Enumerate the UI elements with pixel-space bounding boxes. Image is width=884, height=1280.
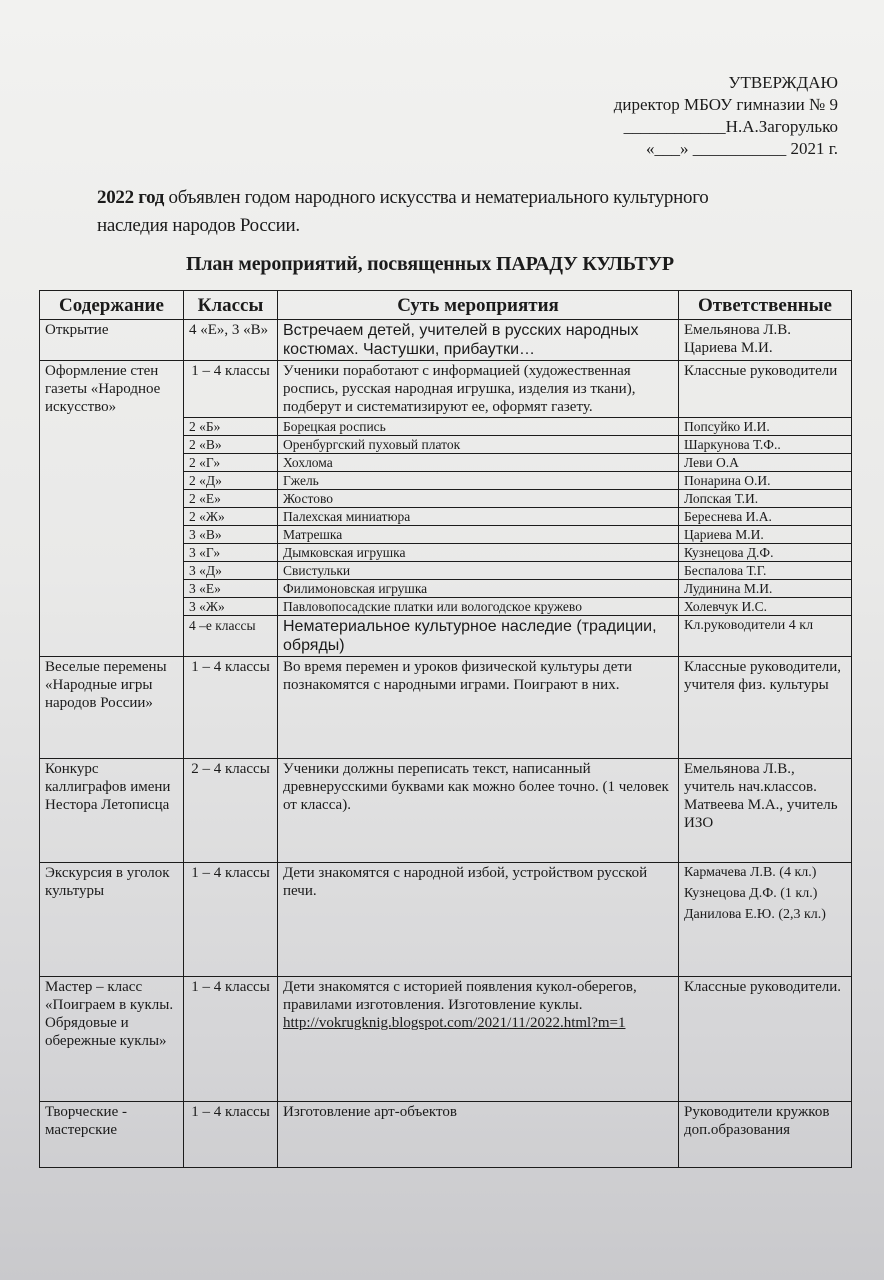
- approval-block: [614, 72, 838, 160]
- cell-content: Творческие - мастерские: [40, 1102, 184, 1168]
- cell-responsible: Емельянова Л.В., учитель нач.классов. Матвеева М.А., учитель ИЗО: [679, 759, 852, 863]
- header-essence: Суть мероприятия: [278, 291, 679, 320]
- cell-classes: 1 – 4 классы: [184, 1102, 278, 1168]
- cell-essence: Жостово: [278, 490, 679, 508]
- table-row-masterclass: [40, 977, 852, 1102]
- cell-classes: 1 – 4 классы: [184, 361, 278, 418]
- cell-classes: 3 «Ж»: [184, 598, 278, 616]
- cell-responsible: Понарина О.И.: [679, 472, 852, 490]
- approval-title: УТВЕРЖДАЮ: [728, 73, 838, 92]
- cell-responsible: Классные руководители.: [679, 977, 852, 1102]
- cell-classes: 4 –е классы: [184, 616, 278, 657]
- cell-classes: 2 «Д»: [184, 472, 278, 490]
- cell-essence: Оренбургский пуховый платок: [278, 436, 679, 454]
- cell-essence: [278, 977, 679, 1102]
- cell-classes: 3 «Д»: [184, 562, 278, 580]
- cell-responsible: Кл.руководители 4 кл: [679, 616, 852, 657]
- table-row-breaks: [40, 657, 852, 759]
- cell-classes: 3 «В»: [184, 526, 278, 544]
- responsible-line: Кузнецова Д.Ф. (1 кл.): [684, 886, 818, 901]
- table-row-newspaper: [40, 361, 852, 418]
- header-responsible: Ответственные: [679, 291, 852, 320]
- cell-responsible: Лудинина М.И.: [679, 580, 852, 598]
- cell-classes: 1 – 4 классы: [184, 977, 278, 1102]
- cell-content: Оформление стен газеты «Народное искусство»: [40, 361, 184, 657]
- cell-classes: 2 «В»: [184, 436, 278, 454]
- cell-essence: Матрешка: [278, 526, 679, 544]
- cell-responsible: Лопская Т.И.: [679, 490, 852, 508]
- intro-text: объявлен годом народного искусства и нематериального культурного наследия народов России.: [97, 187, 709, 236]
- cell-content: Мастер – класс «Поиграем в куклы. Обрядовые и обережные куклы»: [40, 977, 184, 1102]
- cell-classes: 3 «Г»: [184, 544, 278, 562]
- cell-responsible: Руководители кружков доп.образования: [679, 1102, 852, 1168]
- cell-responsible: Классные руководители: [679, 361, 852, 418]
- cell-responsible: Холевчук И.С.: [679, 598, 852, 616]
- cell-responsible: Беспалова Т.Г.: [679, 562, 852, 580]
- header-content: Содержание: [40, 291, 184, 320]
- responsible-line: Кармачева Л.В. (4 кл.): [684, 865, 817, 880]
- cell-essence: Борецкая роспись: [278, 418, 679, 436]
- cell-essence: Во время перемен и уроков физической культуры дети познакомятся с народными играми. Поиграют в них.: [278, 657, 679, 759]
- cell-responsible: Леви О.А: [679, 454, 852, 472]
- cell-responsible: Цариева М.И.: [679, 526, 852, 544]
- approval-signature: ____________Н.А.Загорулько: [623, 117, 838, 136]
- table-row-calligraphy: [40, 759, 852, 863]
- intro-paragraph: [97, 184, 777, 240]
- cell-essence: Хохлома: [278, 454, 679, 472]
- approval-date: «___» ___________ 2021 г.: [645, 139, 838, 158]
- intro-year: 2022 год: [97, 187, 165, 208]
- cell-responsible: Попсуйко И.И.: [679, 418, 852, 436]
- cell-essence: Свистульки: [278, 562, 679, 580]
- cell-content: Конкурс каллиграфов имени Нестора Летописца: [40, 759, 184, 863]
- responsible-line: Данилова Е.Ю. (2,3 кл.): [684, 907, 826, 922]
- table-row-workshops: [40, 1102, 852, 1168]
- cell-essence: Дымковская игрушка: [278, 544, 679, 562]
- cell-essence: Ученики должны переписать текст, написанный древнерусскими буквами как можно более точно. (1 человек от класса).: [278, 759, 679, 863]
- cell-classes: 4 «Е», 3 «В»: [184, 320, 278, 361]
- cell-classes: 2 – 4 классы: [184, 759, 278, 863]
- cell-essence: Дети знакомятся с народной избой, устройством русской печи.: [278, 863, 679, 977]
- cell-essence: Филимоновская игрушка: [278, 580, 679, 598]
- table-header-row: [40, 291, 852, 320]
- cell-content: Открытие: [40, 320, 184, 361]
- cell-responsible: Шаркунова Т.Ф..: [679, 436, 852, 454]
- cell-classes: 1 – 4 классы: [184, 657, 278, 759]
- cell-content: Веселые перемены «Народные игры народов России»: [40, 657, 184, 759]
- cell-classes: 3 «Е»: [184, 580, 278, 598]
- cell-essence: Изготовление арт-объектов: [278, 1102, 679, 1168]
- approval-position: директор МБОУ гимназии № 9: [613, 95, 838, 114]
- events-table: [39, 290, 852, 1168]
- cell-essence: Нематериальное культурное наследие (традиции, обряды): [278, 616, 679, 657]
- cell-classes: 2 «Ж»: [184, 508, 278, 526]
- cell-essence: Ученики поработают с информацией (художественная роспись, русская народная игрушка, изделия из ткани), подберут и систематизируют ее, оформят газету.: [278, 361, 679, 418]
- header-classes: Классы: [184, 291, 278, 320]
- cell-responsible: [679, 863, 852, 977]
- cell-responsible: Емельянова Л.В. Цариева М.И.: [679, 320, 852, 361]
- cell-classes: 1 – 4 классы: [184, 863, 278, 977]
- cell-classes: 2 «Г»: [184, 454, 278, 472]
- cell-responsible: Береснева И.А.: [679, 508, 852, 526]
- cell-essence: Павловопосадские платки или вологодское кружево: [278, 598, 679, 616]
- blog-link[interactable]: http://vokrugknig.blogspot.com/2021/11/2022.html?m=1: [283, 1015, 626, 1031]
- cell-classes: 2 «Б»: [184, 418, 278, 436]
- cell-content: Экскурсия в уголок культуры: [40, 863, 184, 977]
- plan-title: План мероприятий, посвященных ПАРАДУ КУЛЬТУР: [186, 253, 674, 275]
- cell-essence: Гжель: [278, 472, 679, 490]
- cell-classes: 2 «Е»: [184, 490, 278, 508]
- cell-responsible: Классные руководители, учителя физ. культуры: [679, 657, 852, 759]
- table-row-opening: [40, 320, 852, 361]
- cell-essence: Палехская миниатюра: [278, 508, 679, 526]
- cell-essence: Встречаем детей, учителей в русских народных костюмах. Частушки, прибаутки…: [278, 320, 679, 361]
- essence-text: Дети знакомятся с историей появления кукол-оберегов, правилами изготовления. Изготовление куклы.: [283, 979, 637, 1013]
- table-row-excursion: [40, 863, 852, 977]
- cell-responsible: Кузнецова Д.Ф.: [679, 544, 852, 562]
